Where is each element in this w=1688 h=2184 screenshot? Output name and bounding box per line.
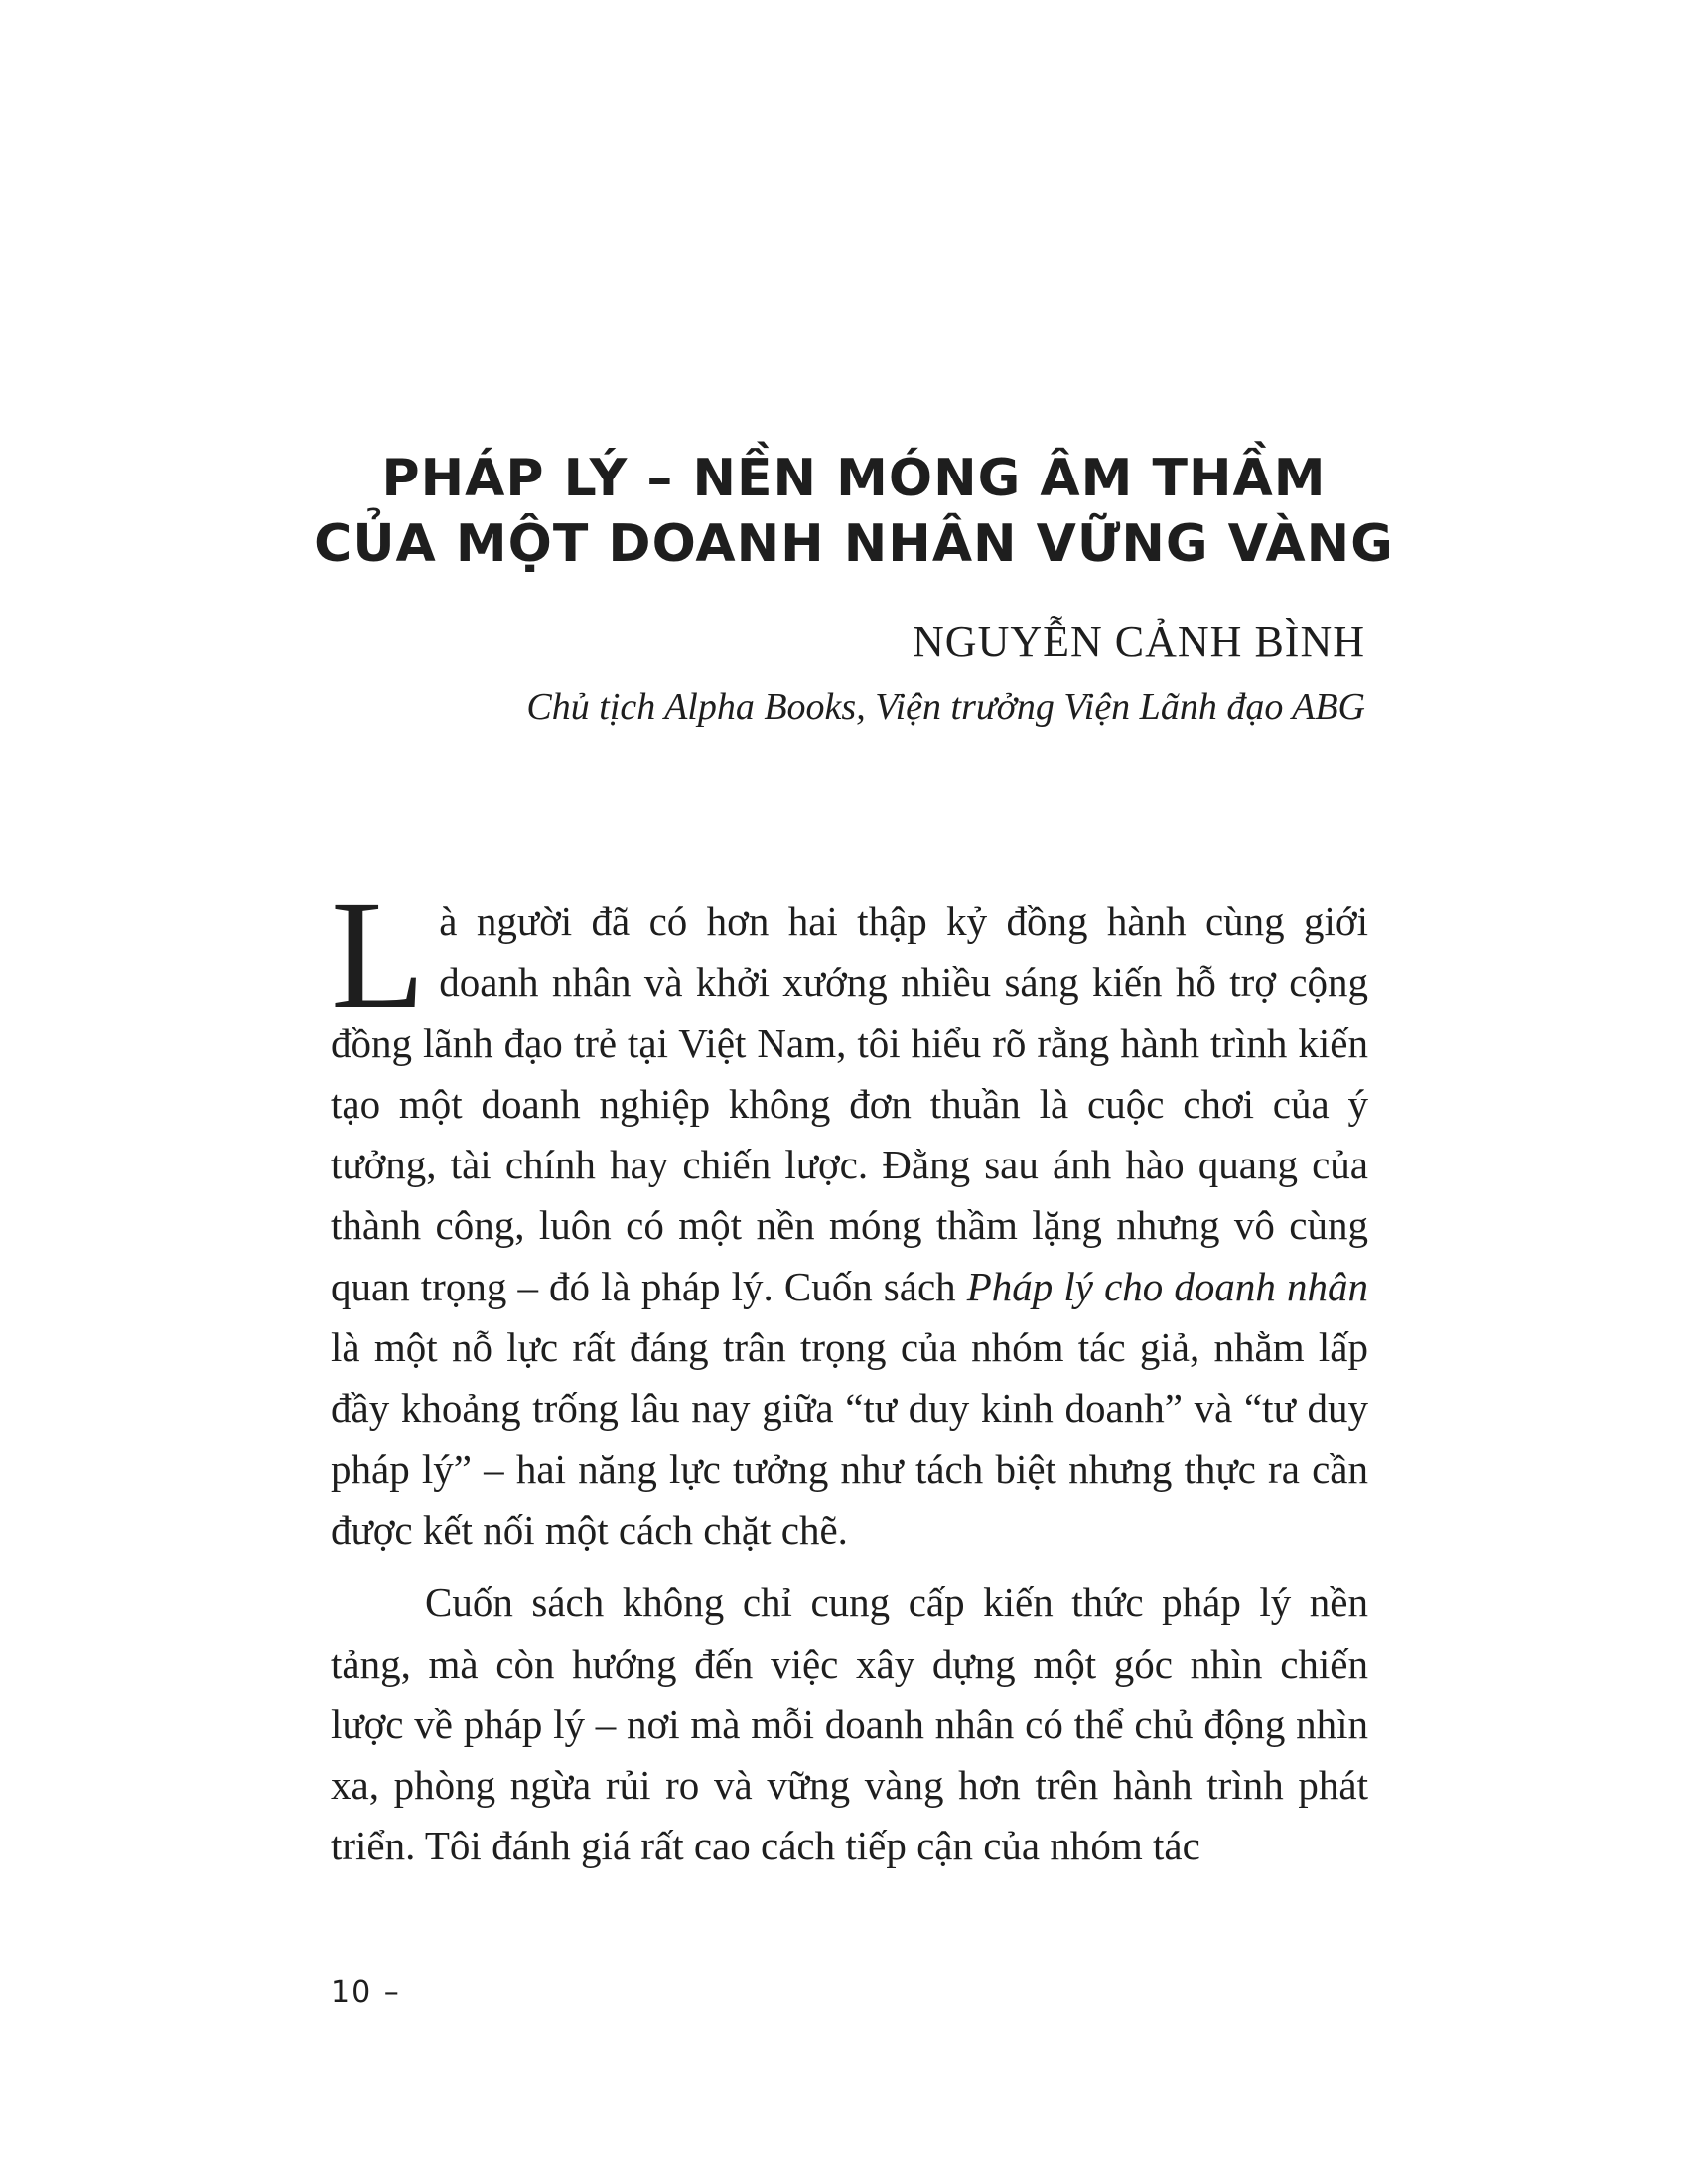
paragraph-1-text-after-title: là một nỗ lực rất đáng trân trọng của nhóm tác giả, nhằm lấp đầy khoảng trống lâu nay giữa “tư duy kinh doanh” và “tư duy pháp lý” – hai năng lực tưởng như tách biệt nhưng thực ra cần được kết nối một cách chặt chẽ. [331, 1324, 1368, 1553]
paragraph-1 [331, 869, 1368, 1561]
body-text [331, 869, 1368, 1877]
paragraph-1-text-before-title: à người đã có hơn hai thập kỷ đồng hành cùng giới doanh nhân và khởi xướng nhiều sáng kiến hỗ trợ cộng đồng lãnh đạo trẻ tại Việt Nam, tôi hiểu rõ rằng hành trình kiến tạo một doanh nghiệp không đơn thuần là cuộc chơi của ý tưởng, tài chính hay chiến lược. Đằng sau ánh hào quang của thành công, luôn có một nền móng thầm lặng nhưng vô cùng quan trọng – đó là pháp lý. Cuốn sách [331, 898, 1368, 1309]
author-name: NGUYỄN CẢNH BÌNH [913, 617, 1365, 666]
paragraph-2: Cuốn sách không chỉ cung cấp kiến thức pháp lý nền tảng, mà còn hướng đến việc xây dựng một góc nhìn chiến lược về pháp lý – nơi mà mỗi doanh nhân có thể chủ động nhìn xa, phòng ngừa rủi ro và vững vàng hơn trên hành trình phát triển. Tôi đánh giá rất cao cách tiếp cận của nhóm tác [331, 1579, 1368, 1869]
author-role: Chủ tịch Alpha Books, Viện trưởng Viện Lãnh đạo ABG [526, 686, 1365, 728]
book-title: Pháp lý cho doanh nhân [966, 1263, 1368, 1309]
chapter-title-line-1: PHÁP LÝ – NỀN MÓNG ÂM THẦM [381, 449, 1327, 508]
byline [526, 615, 1365, 745]
page-number: 10 – [331, 1976, 401, 2010]
chapter-title-line-2: CỦA MỘT DOANH NHÂN VỮNG VÀNG [314, 514, 1394, 574]
drop-cap: L [331, 869, 426, 1040]
